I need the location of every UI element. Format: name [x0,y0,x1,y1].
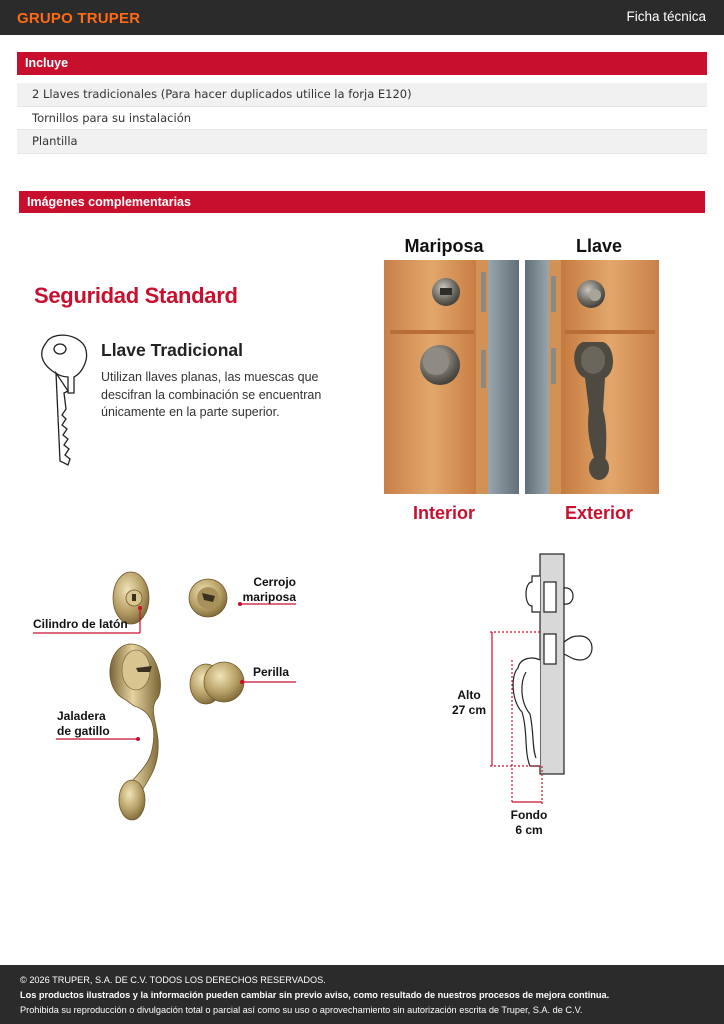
flat-key-icon [38,333,90,467]
copyright-text: © 2026 TRUPER, S.A. DE C.V. TODOS LOS DERECHOS RESERVADOS. [20,975,326,985]
mariposa-label: Mariposa [404,236,484,256]
key-type-description: Utilizan llaves planas, las muescas que descifran la combinación se encuentran únicamente en la parte superior. [101,370,322,419]
exterior-door-photo [525,260,659,494]
handle-label [57,709,110,739]
height-dimension-label [450,688,488,718]
exterior-caption: Exterior [564,503,634,523]
cylinder-label: Cilindro de latón [33,617,128,631]
prohibition-text: Prohibida su reproducción o divulgación total o parcial así como su uso o aprovechamiento sin autorización escrita de Truper, S.A. de C.V. [20,1005,583,1015]
security-title: Seguridad Standard [34,283,238,308]
deadbolt-label-line2: mariposa [242,590,296,604]
interior-door-photo [384,260,519,494]
depth-value: 6 cm [515,823,543,837]
footer [0,965,724,1024]
key-type-title: Llave Tradicional [101,340,243,360]
knob-label: Perilla [253,665,290,679]
list-item: Plantilla [17,130,707,154]
top-bar [0,0,724,35]
complementary-images-header: Imágenes complementarias [19,191,705,213]
list-item: Tornillos para su instalación [17,107,707,131]
depth-label: Fondo [510,808,548,822]
includes-list [17,83,707,154]
dimension-drawing [480,552,610,812]
disclaimer-text: Los productos ilustrados y la información pueden cambiar sin previo aviso, como resultado de nuestros procesos de mejora continua. [20,990,610,1000]
height-label: Alto [457,688,481,702]
llave-label: Llave [575,236,623,256]
brand-logo[interactable]: GRUPO TRUPER [17,10,141,27]
handle-label-line2: de gatillo [57,724,110,738]
deadbolt-label-line1: Cerrojo [253,575,296,589]
deadbolt-label [241,575,296,605]
height-value: 27 cm [451,703,487,717]
list-item: 2 Llaves tradicionales (Para hacer duplicados utilice la forja E120) [17,83,707,107]
doc-type-label: Ficha técnica [626,9,706,24]
handle-label-line1: Jaladera [57,709,106,723]
depth-dimension-label [508,808,550,838]
includes-header: Incluye [17,52,707,75]
interior-caption: Interior [412,503,475,523]
